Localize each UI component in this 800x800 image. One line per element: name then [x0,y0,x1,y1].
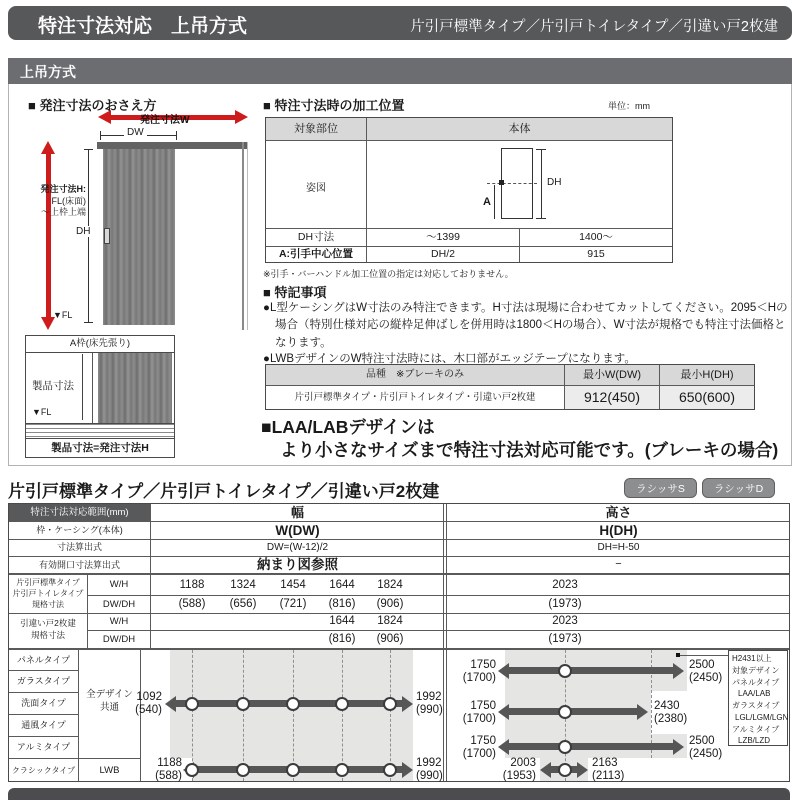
annotation-line: LAA/LAB [738,689,771,699]
height-bar-2-min: 1750 (1700) [462,700,496,725]
a-row-label: A:引手中心位置 [278,248,354,260]
std2-wh-height: 2023 [552,615,578,627]
annotation-leader-line [680,655,728,656]
std1-wh-height: 2023 [552,579,578,591]
aframe-title: A枠(床先張り) [69,338,131,349]
annotation-box [728,650,788,746]
annotation-line: LGL/LGM/LGN [735,712,789,722]
door-handle [104,228,110,244]
dh-label: DH [76,226,91,237]
title-bar [8,6,792,40]
machining-col2: 本体 [508,123,531,135]
tokki-bullet-2: ●LWBデザインのW特注寸法時には、木口部がエッジテープになります。 [263,353,636,365]
min-col1: 品種 ※ブレーキのみ [366,369,464,380]
width-bar-lwb-max: 1992 (990) [416,757,443,782]
height-bar-3-max: 2500 (2450) [689,735,723,760]
height-bar-lwb-max: 2163 (2113) [592,757,625,782]
std2-wh-label: W/H [109,616,129,627]
design-lwb-cell: LWB [99,765,120,776]
section2-title: 片引戸標準タイプ／片引戸トイレタイプ／引違い戸2枚建 [8,482,440,501]
row-label-alumi: アルミタイプ [16,742,71,752]
std1-dwdh-label: DW/DH [102,599,136,610]
design-common-cell: 全デザイン 共通 [86,689,133,713]
calc-row-label: 寸法算出式 [56,542,102,552]
machining-note: ※引手・バーハンドル加工位置の指定は対応しておりません。 [263,269,514,279]
row-label-tsufu: 通風タイプ [21,720,66,730]
page-title: 特注寸法対応 上吊方式 [38,16,248,37]
aframe-header [26,336,174,353]
section1-header [8,58,792,84]
machining-heading: ■ 特注寸法時の加工位置 [263,98,405,113]
sugata-dh-line [541,149,542,219]
std1-wh-5: 1824 [377,579,403,591]
width-arrow-label: 発注寸法W [140,115,190,126]
open-row-w: 納まり図参照 [257,557,338,572]
std1-dwdh-height: (1973) [548,598,582,610]
frame-row-h: H(DH) [599,523,638,538]
page-subtitle: 片引戸標準タイプ／片引戸トイレタイプ／引違い戸2枚建 [410,19,778,35]
height-bar-lwb-min: 2003 (1953) [502,757,536,782]
std2-wh-4: 1644 [329,615,355,627]
frame-row-label: 枠・ケーシング(本体) [36,525,123,535]
min-col3: 最小H(DH) [680,369,734,381]
std1-dwdh-3: (721) [279,598,307,610]
height-range-bar-lwb [551,766,577,773]
dh-row-v1: ～1399 [426,231,460,243]
dh-row-label: DH寸法 [297,231,335,243]
open-row-h: − [615,558,622,570]
laa-note-line2: より小さなサイズまで特注寸法対応可能です。(ブレーキの場合) [280,440,779,460]
height-bar-2-max: 2430 (2380) [654,700,688,725]
dh-row-v2: 1400～ [579,231,613,243]
sugata-dash-line [487,183,537,184]
width-bar-common-max: 1992 (990) [416,691,443,716]
badge-lasissa-d: ラシッサD [702,478,775,498]
sugata-dh-label: DH [547,177,562,188]
std2-wh-5: 1824 [377,615,403,627]
dw-dim-tick-left [100,131,101,140]
sugata-a-line [494,185,495,219]
min-col2: 最小W(DW) [582,369,642,381]
annotation-line: 対象デザイン [732,665,780,675]
width-arrow-left-tip [98,110,111,124]
std1-dwdh-2: (656) [229,598,257,610]
top-rail [97,142,247,149]
annotation-line: アルミタイプ [732,724,780,734]
height-bar-1-max: 2500 (2450) [689,659,723,684]
annotation-line: ガラスタイプ [732,701,780,710]
std2-dwdh-5: (906) [376,633,404,645]
wall-line [242,142,244,330]
std1-wh-4: 1644 [329,579,355,591]
floor-hatch [26,423,174,438]
badge-lasissa-s: ラシッサS [624,478,697,498]
width-range-bar-common [176,700,402,707]
fl-marker: ▼FL [53,310,73,320]
aframe-product-label: 製品寸法 [32,380,74,392]
height-arrow-top-tip [41,141,55,154]
dh-dim-tick-bottom [84,322,93,323]
std2-group-label: 引違い戸2枚建 規格寸法 [20,618,76,640]
sugata-a-label: A [483,196,491,208]
std1-dwdh-1: (588) [178,598,206,610]
height-arrow [46,150,51,318]
width-bar-lwb-min: 1188 (588) [155,757,182,782]
range-label: 特注寸法対応範囲(mm) [30,507,129,518]
unit-label: 単位：mm [608,101,650,111]
laa-note-line1: ■LAA/LABデザインは [261,417,435,437]
height-range-bar-3 [509,743,673,750]
annotation-line: パネルタイプ [732,677,780,687]
std2-dwdh-label: DW/DH [102,634,136,645]
height-range-bar-1 [509,667,673,674]
page-footer-bar [8,788,790,800]
order-height-note [14,184,86,219]
machining-col1: 対象部位 [294,123,338,135]
sugata-handle-dot [499,180,504,185]
order-height-note-line2: FL(床面) [51,195,86,206]
aframe-box [25,335,175,458]
sugata-label: 姿図 [306,183,326,194]
aframe-drawing [26,353,174,423]
min-size-table [265,364,755,410]
frame-row-w: W(DW) [275,523,320,538]
order-heading: ■ 発注寸法のおさえ方 [28,98,157,113]
calc-row-h: DH=H-50 [597,542,640,553]
a-row-v2: 915 [587,248,605,260]
width-bar-common-min: 1092 (540) [135,691,162,716]
height-bar-3-min: 1750 (1700) [462,735,496,760]
aframe-dim-line [82,354,83,420]
aframe-door [98,353,172,423]
std1-dwdh-5: (906) [376,598,404,610]
annotation-line: H2431以上 [732,654,772,663]
std1-wh-2: 1324 [230,579,256,591]
aframe-frame-line [92,353,93,423]
width-arrow-right-tip [235,110,248,124]
std1-dwdh-4: (816) [328,598,356,610]
height-bar-1-min: 1750 (1700) [462,659,496,684]
dh-dim-tick-top [84,149,93,150]
row-label-classic: クラシックタイプ [11,766,76,775]
min-w-value: 912(450) [583,389,641,405]
row-label-senmen: 洗面タイプ [21,698,66,708]
std2-dwdh-height: (1973) [548,633,582,645]
height-col-header: 高さ [605,505,632,520]
wall-line-2 [247,142,248,330]
order-height-note-line1: 発注寸法H: [40,184,86,194]
aframe-caption: 製品寸法=発注寸法H [51,442,149,454]
height-range-bar-2 [509,708,637,715]
width-col-header: 幅 [290,505,304,520]
a-row-v1: DH/2 [431,248,455,260]
std1-wh-1: 1188 [179,579,205,591]
open-row-label: 有効開口寸法算出式 [38,560,120,570]
min-row-label: 片引戸標準タイプ・片引戸トイレタイプ・引違い戸2枚建 [294,392,536,403]
calc-row-w: DW=(W-12)/2 [266,542,329,553]
annotation-line: LZB/LZD [738,736,771,746]
min-h-value: 650(600) [678,389,736,405]
door-panel [103,149,175,325]
std1-wh-3: 1454 [280,579,306,591]
width-range-bar-lwb [194,766,402,773]
std2-dwdh-4: (816) [328,633,356,645]
dw-dim-tick-right [176,131,177,140]
row-label-glass: ガラスタイプ [16,676,71,686]
std1-wh-label: W/H [109,579,129,590]
tokki-heading: ■ 特記事項 [263,285,327,300]
section1-title: 上吊方式 [20,64,76,80]
order-height-note-line3: ～上枠上端 [40,207,86,218]
row-label-panel: パネルタイプ [16,655,71,665]
aframe-fl-marker: ▼FL [32,407,52,417]
dw-label: DW [124,127,147,138]
tokki-bullet-1: ●L型ケーシングはW寸法のみ特注できます。H寸法は現場に合わせてカットしてください。2095＜Hの場合（特別仕様対応の縦枠足伸ばしを併用時は1800＜Hの場合）、W寸法が規格でも特注寸法価格となります。 [263,302,788,349]
aframe-caption-row [26,438,174,458]
std1-group-label: 片引戸標準タイプ 片引戸トイレタイプ 規格寸法 [12,578,84,609]
machining-table [265,117,673,263]
